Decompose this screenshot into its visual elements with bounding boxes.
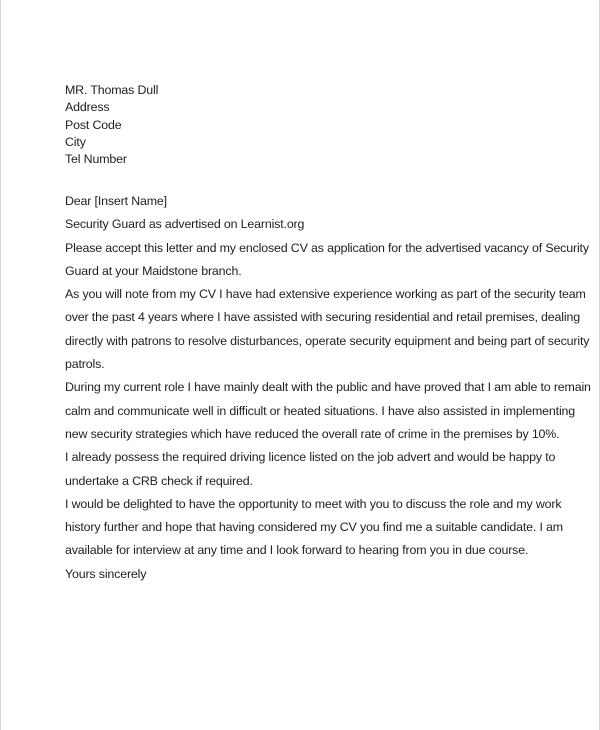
- body-line: new security strategies which have reduced the overall rate of crime in the premises by 10%.: [65, 426, 560, 441]
- body-line: I would be delighted to have the opportunity to meet with you to discuss the role and my work: [65, 496, 562, 511]
- body-line: I already possess the required driving licence listed on the job advert and would be happy to: [65, 450, 556, 465]
- body-line: directly with patrons to resolve disturbances, operate security equipment and being part of security: [65, 333, 590, 348]
- body-line: calm and communicate well in difficult or heated situations. I have also assisted in implementing: [65, 403, 576, 418]
- tel-number-line: Tel Number: [65, 152, 127, 167]
- body-line: During my current role I have mainly dealt with the public and have proved that I am able to remain: [65, 380, 591, 395]
- subject-line: Security Guard as advertised on Learnist.org: [65, 217, 305, 232]
- body-line: As you will note from my CV I have had extensive experience working as part of the security team: [65, 287, 586, 302]
- address-line: Address: [65, 100, 110, 115]
- body-line: undertake a CRB check if required.: [65, 473, 253, 488]
- sender-address-block: [65, 82, 365, 168]
- body-line: Guard at your Maidstone branch.: [65, 263, 242, 278]
- post-code-line: Post Code: [65, 117, 122, 132]
- city-line: City: [65, 134, 86, 149]
- letter-body: [65, 190, 591, 586]
- closing: Yours sincerely: [65, 566, 147, 581]
- body-line: patrols.: [65, 357, 105, 372]
- body-line: Please accept this letter and my enclosed CV as application for the advertised vacancy of Security: [65, 240, 589, 255]
- sender-name: MR. Thomas Dull: [65, 83, 159, 97]
- body-line: history further and hope that having considered my CV you find me a suitable candidate. I am: [65, 520, 563, 535]
- body-line: over the past 4 years where I have assisted with securing residential and retail premises, dealing: [65, 310, 580, 325]
- body-line: available for interview at any time and I look forward to hearing from you in due course.: [65, 543, 529, 558]
- salutation: Dear [Insert Name]: [65, 194, 167, 208]
